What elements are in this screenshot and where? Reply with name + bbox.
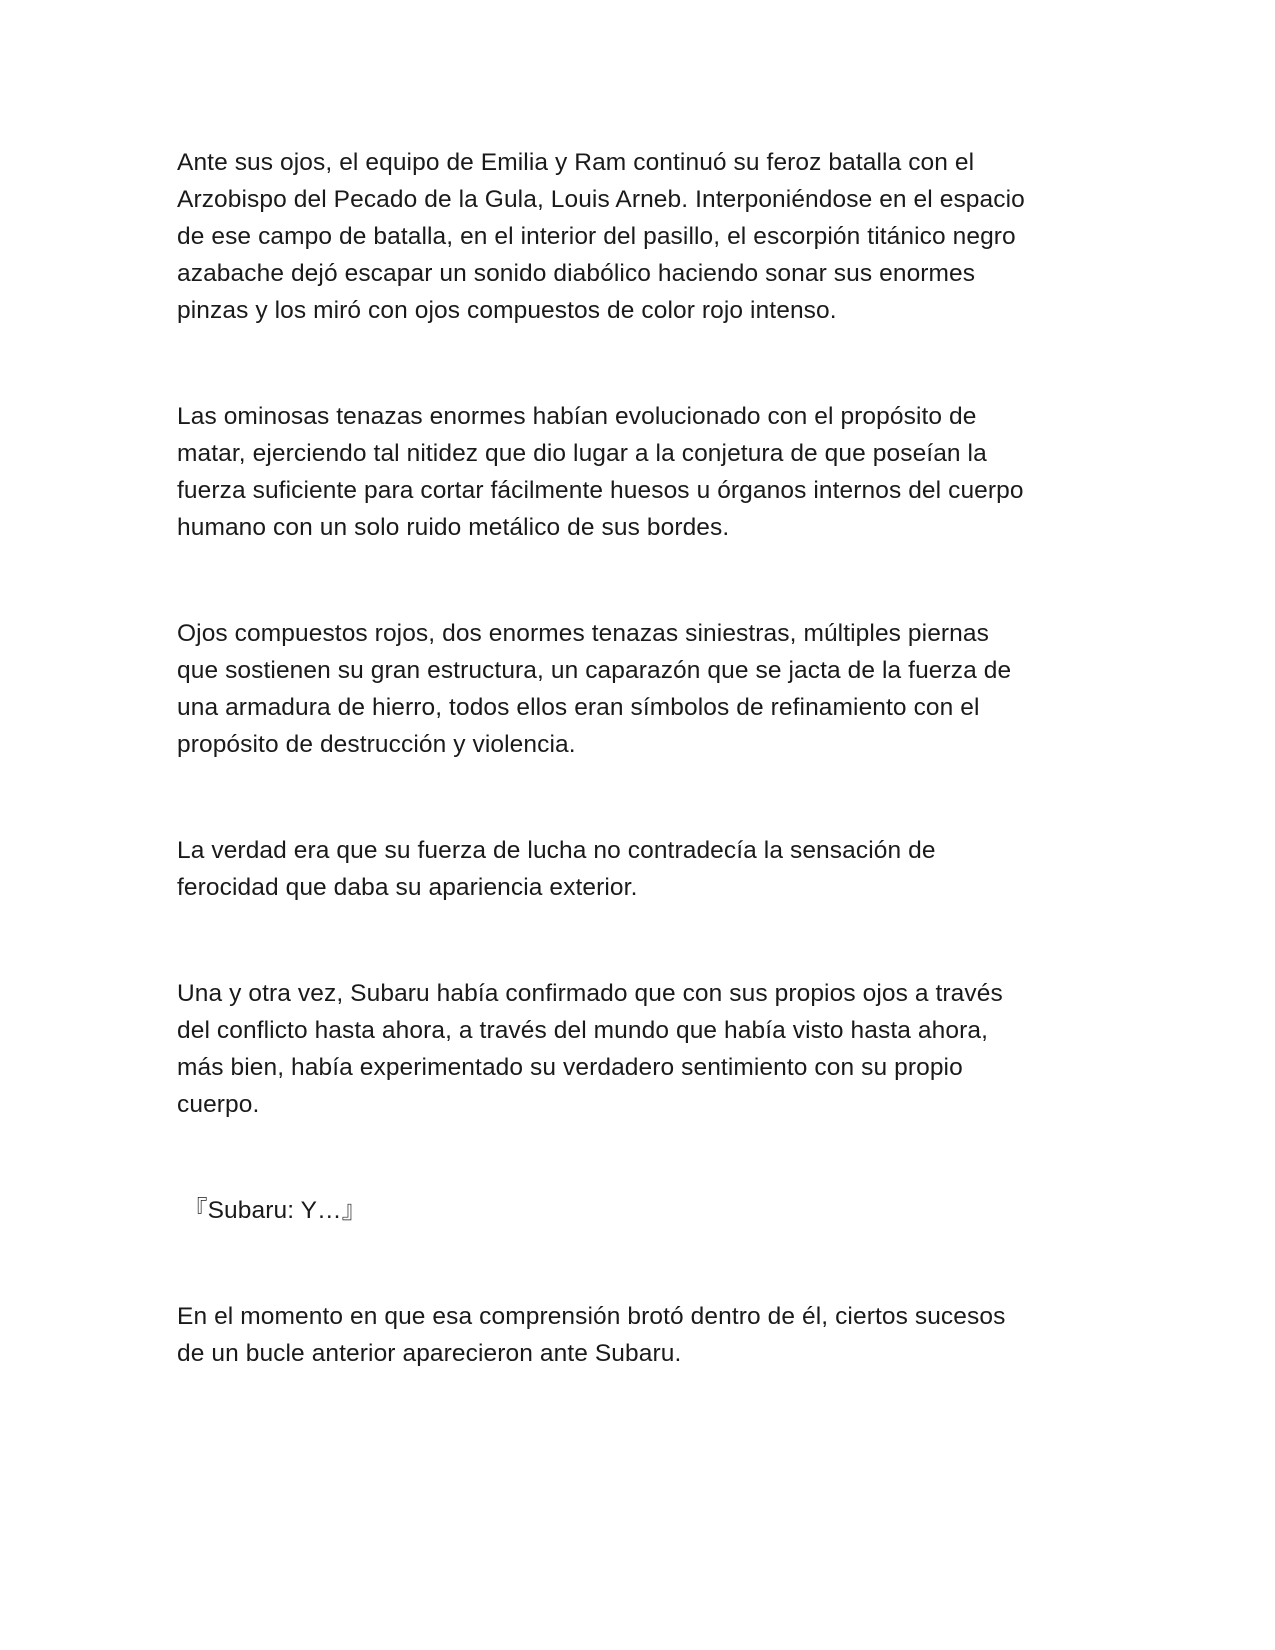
text-line: pinzas y los miró con ojos compuestos de color rojo intenso.: [177, 297, 837, 324]
text-line: de un bucle anterior aparecieron ante Subaru.: [177, 1340, 682, 1367]
text-line: La verdad era que su fuerza de lucha no contradecía la sensación de: [177, 837, 936, 864]
text-line: que sostienen su gran estructura, un caparazón que se jacta de la fuerza de: [177, 657, 1012, 684]
text-line: del conflicto hasta ahora, a través del mundo que había visto hasta ahora,: [177, 1017, 988, 1044]
text-line: una armadura de hierro, todos ellos eran símbolos de refinamiento con el: [177, 694, 980, 721]
text-line: humano con un solo ruido metálico de sus bordes.: [177, 514, 730, 541]
text-line: azabache dejó escapar un sonido diabólico haciendo sonar sus enormes: [177, 260, 976, 287]
dialogue-line: 『Subaru: Y…』: [183, 1197, 367, 1224]
text-line: Ante sus ojos, el equipo de Emilia y Ram continuó su feroz batalla con el: [177, 149, 975, 176]
text-line: Las ominosas tenazas enormes habían evolucionado con el propósito de: [177, 403, 977, 430]
text-line: fuerza suficiente para cortar fácilmente huesos u órganos internos del cuerpo: [177, 477, 1024, 504]
text-line: más bien, había experimentado su verdadero sentimiento con su propio: [177, 1054, 963, 1081]
text-line: En el momento en que esa comprensión brotó dentro de él, ciertos sucesos: [177, 1303, 1006, 1330]
text-line: Una y otra vez, Subaru había confirmado que con sus propios ojos a través: [177, 980, 1003, 1007]
text-line: propósito de destrucción y violencia.: [177, 731, 576, 758]
text-line: matar, ejerciendo tal nitidez que dio lugar a la conjetura de que poseían la: [177, 440, 987, 467]
text-line: ferocidad que daba su apariencia exterior.: [177, 874, 638, 901]
text-line: cuerpo.: [177, 1091, 260, 1118]
text-line: Arzobispo del Pecado de la Gula, Louis Arneb. Interponiéndose en el espacio: [177, 186, 1025, 213]
text-line: Ojos compuestos rojos, dos enormes tenazas siniestras, múltiples piernas: [177, 620, 989, 647]
text-line: de ese campo de batalla, en el interior del pasillo, el escorpión titánico negro: [177, 223, 1016, 250]
